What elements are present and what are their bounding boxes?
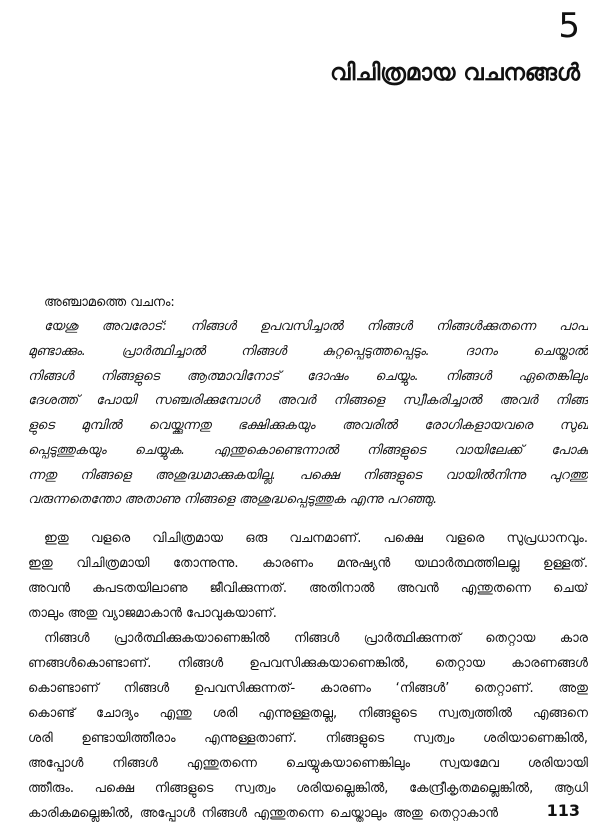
paragraph-line: അവൻ കപടതയിലാണു ജീവിക്കുന്നത്. അതിനാൽ അവൻ എന്തുതന്നെ ചെയ് bbox=[28, 581, 588, 596]
quote-line: ന്നതു നിങ്ങളെ അശുദ്ധമാക്കുകയില്ല. പക്ഷെ നിങ്ങളുടെ വായിൽനിന്നു പുറത്തു bbox=[28, 468, 588, 483]
paragraph-line: അപ്പോൾ നിങ്ങൾ എന്തുതന്നെ ചെയ്യുകയാണെങ്കിലും സ്വയമേവ ശരിയായി bbox=[28, 756, 588, 771]
quote-line: നിങ്ങൾ നിങ്ങളുടെ ആത്മാവിനോട് ദോഷം ചെയ്യും. നിങ്ങൾ ഏതെങ്കിലും bbox=[28, 369, 588, 384]
quote-line: വരുന്നതെന്തോ അതാണു നിങ്ങളെ അശുദ്ധപ്പെടുത്തുക എന്നു പറഞ്ഞു. bbox=[28, 492, 438, 507]
quote-line: യേശു അവരോട്: നിങ്ങൾ ഉപവസിച്ചാൽ നിങ്ങൾ നിങ്ങൾക്കുതന്നെ പാപ bbox=[44, 319, 588, 334]
paragraph-line: താലും അതു വ്യാജമാകാൻ പോവുകയാണ്. bbox=[28, 606, 277, 621]
paragraph-line: കൊണ്ട് ചോദ്യം എന്തു ശരി എന്നുള്ളതല്ല, നിങ്ങളുടെ സ്വത്വത്തിൽ എങ്ങനെ bbox=[28, 706, 588, 721]
paragraph-line: ഇതു വളരെ വിചിത്രമായ ഒരു വചനമാണ്. പക്ഷെ വളരെ സുപ്രധാനവും. bbox=[44, 531, 588, 546]
paragraph-line: ശരി ഉണ്ടായിത്തീരാം എന്നുള്ളതാണ്. നിങ്ങളുടെ സ്വത്വം ശരിയാണെങ്കിൽ, bbox=[28, 731, 588, 746]
quote-line: ളുടെ മുമ്പിൽ വെയ്ക്കുന്നതു ഭക്ഷിക്കുകയും അവരിൽ രോഗികളായവരെ സുഖ bbox=[28, 418, 588, 433]
paragraph-line: നിങ്ങൾ പ്രാർത്ഥിക്കുകയാണെങ്കിൽ നിങ്ങൾ പ്രാർത്ഥിക്കുന്നത് തെറ്റായ കാര bbox=[44, 631, 588, 646]
chapter-title: വിചിത്രമായ വചനങ്ങൾ bbox=[330, 60, 580, 86]
paragraph-line: കാരികമല്ലെങ്കിൽ, അപ്പോൾ നിങ്ങൾ എന്തുതന്നെ ചെയ്താലും അതു തെറ്റാകാൻ bbox=[28, 806, 498, 821]
paragraph-line: ഇതു വിചിത്രമായി തോന്നുന്നു. കാരണം മനുഷ്യൻ യഥാർത്ഥത്തിലല്ല ഉള്ളത്. bbox=[28, 556, 588, 571]
quote-line: പ്പെടുത്തുകയും ചെയ്യുക. എന്തുകൊണ്ടെന്നാൽ നിങ്ങളുടെ വായിലേക്ക് പോകു bbox=[28, 443, 588, 458]
paragraph-line: ത്തീരും. പക്ഷെ നിങ്ങളുടെ സ്വത്വം ശരിയല്ലെങ്കിൽ, കേന്ദ്രീകൃതമല്ലെങ്കിൽ, ആധി bbox=[28, 781, 588, 796]
paragraph-line: ണങ്ങൾകൊണ്ടാണ്. നിങ്ങൾ ഉപവസിക്കുകയാണെങ്കിൽ, തെറ്റായ കാരണങ്ങൾ bbox=[28, 656, 588, 671]
quote-label: അഞ്ചാമത്തെ വചനം: bbox=[44, 295, 175, 310]
page-number: 113 bbox=[546, 801, 580, 820]
chapter-number: 5 bbox=[558, 6, 580, 46]
paragraph-line: കൊണ്ടാണ് നിങ്ങൾ ഉപവസിക്കുന്നത്- കാരണം ‘നിങ്ങൾ’ തെറ്റാണ്. അതു bbox=[28, 681, 588, 696]
quote-line: മുണ്ടാക്കും. പ്രാർത്ഥിച്ചാൽ നിങ്ങൾ കുറ്റപ്പെടുത്തപ്പെടും. ദാനം ചെയ്താൽ bbox=[28, 344, 588, 359]
quote-line: ദേശത്ത് പോയി സഞ്ചരിക്കുമ്പോൾ അവർ നിങ്ങളെ സ്വീകരിച്ചാൽ അവർ നിങ്ങ bbox=[28, 393, 588, 408]
